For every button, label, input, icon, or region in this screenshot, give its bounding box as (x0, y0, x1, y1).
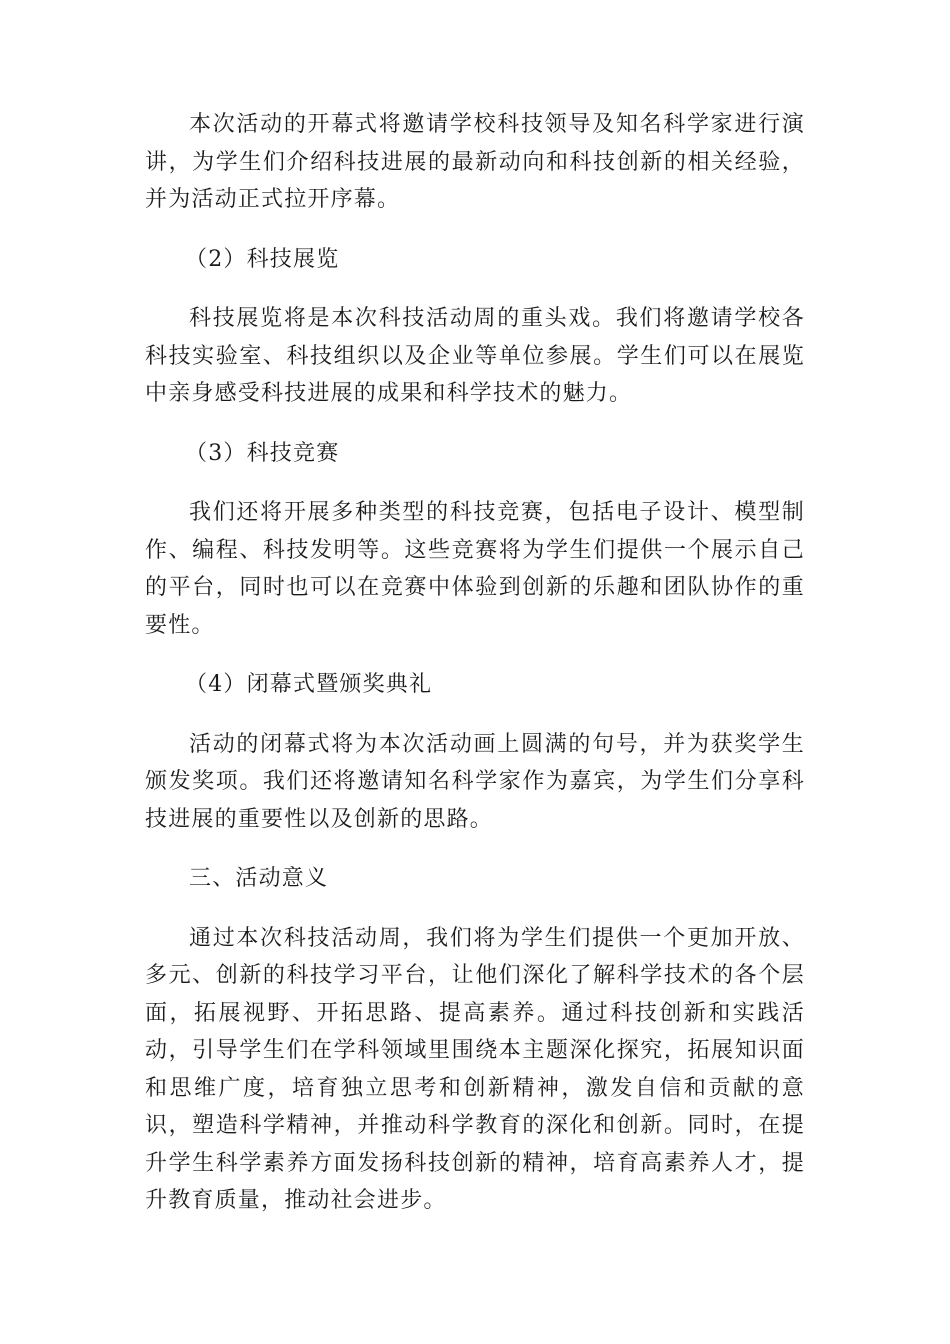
paragraph-tech-exhibition: 科技展览将是本次科技活动周的重头戏。我们将邀请学校各科技实验室、科技组织以及企业等单位参展。学生们可以在展览中亲身感受科技进展的成果和科学技术的魅力。 (145, 306, 805, 406)
document-body (145, 106, 805, 1242)
section-heading-significance: 三、活动意义 (189, 866, 329, 891)
paragraph-opening-ceremony: 本次活动的开幕式将邀请学校科技领导及知名科学家进行演讲，为学生们介绍科技进展的最新动向和科技创新的相关经验，并为活动正式拉开序幕。 (145, 112, 805, 212)
paragraph-tech-competition: 我们还将开展多种类型的科技竞赛，包括电子设计、模型制作、编程、科技发明等。这些竞赛将为学生们提供一个展示自己的平台，同时也可以在竞赛中体验到创新的乐趣和团队协作的重要性。 (145, 500, 805, 638)
paragraph-significance: 通过本次科技活动周，我们将为学生们提供一个更加开放、多元、创新的科技学习平台，让他们深化了解科学技术的各个层面，拓展视野、开拓思路、提高素养。通过科技创新和实践活动，引导学生们在学科领域里围绕本主题深化探究，拓展知识面和思维广度，培育独立思考和创新精神，激发自信和贡献的意识，塑造科学精神，并推动科学教育的深化和创新。同时，在提升学生科学素养方面发扬科技创新的精神，培育高素养人才，提升教育质量，推动社会进步。 (145, 925, 805, 1213)
subheading-tech-exhibition: （2）科技展览 (185, 246, 340, 272)
subheading-tech-competition: （3）科技竞赛 (185, 440, 340, 466)
subheading-closing-ceremony: （4）闭幕式暨颁奖典礼 (185, 672, 433, 697)
paragraph-closing-ceremony: 活动的闭幕式将为本次活动画上圆满的句号，并为获奖学生颁发奖项。我们还将邀请知名科学家作为嘉宾，为学生们分享科技进展的重要性以及创新的思路。 (145, 731, 805, 832)
